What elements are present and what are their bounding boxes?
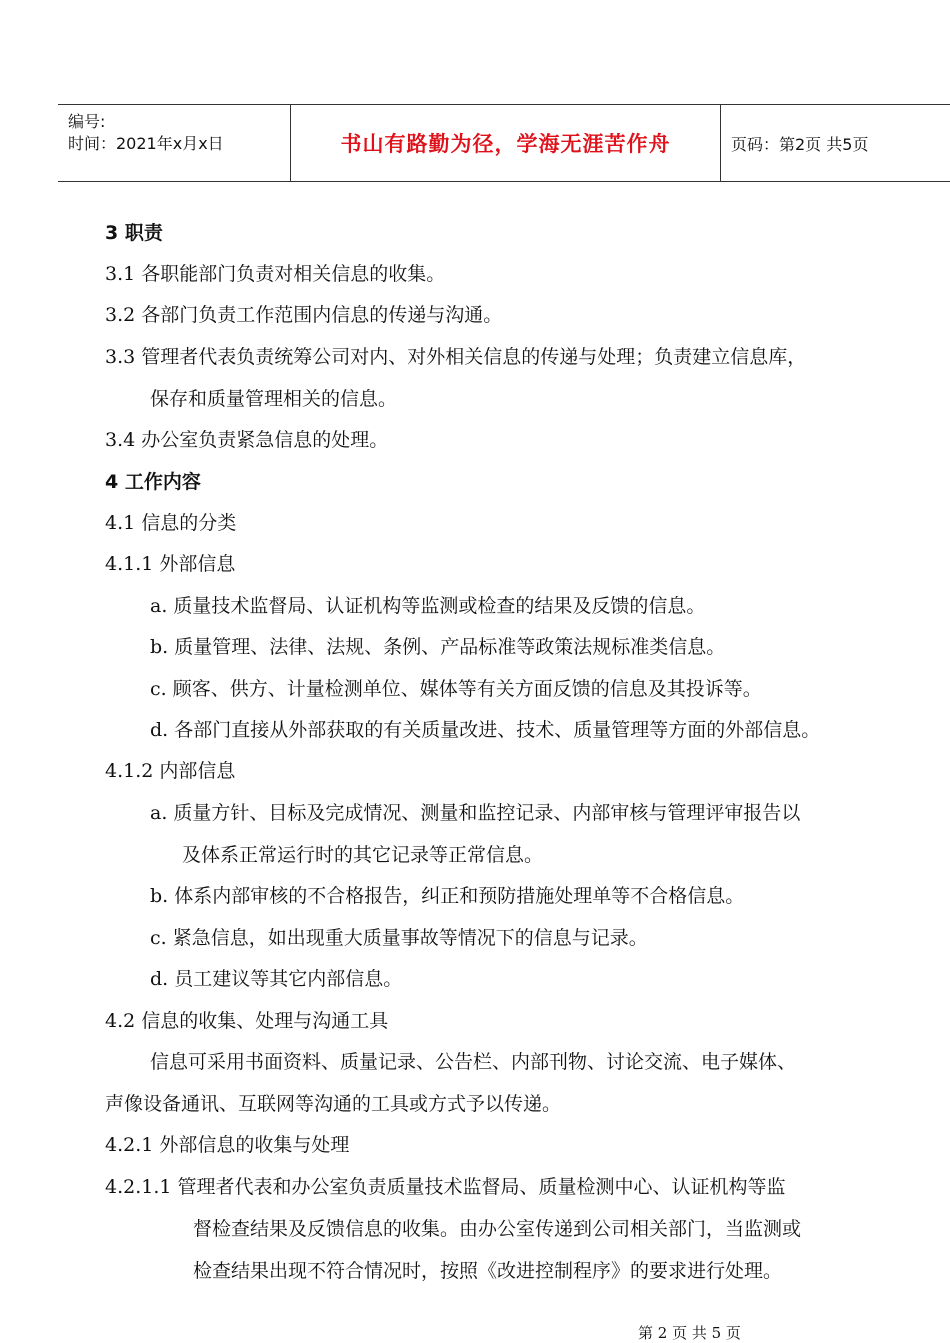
- paragraph-line: 3.4 办公室负责紧急信息的处理。: [105, 429, 389, 451]
- list-item: c. 顾客、供方、计量检测单位、媒体等有关方面反馈的信息及其投诉等。: [150, 678, 762, 700]
- list-item: 及体系正常运行时的其它记录等正常信息。: [182, 844, 544, 866]
- list-item: d. 各部门直接从外部获取的有关质量改进、技术、质量管理等方面的外部信息。: [150, 719, 821, 741]
- paragraph-line: 保存和质量管理相关的信息。: [150, 388, 398, 410]
- section-heading: 3 职责: [105, 222, 163, 244]
- page-footer: 第 2 页 共 5 页: [638, 1324, 741, 1342]
- time-label: 时间：2021年x月x日: [68, 134, 224, 153]
- paragraph-line: 督检查结果及反馈信息的收集。由办公室传递到公司相关部门，当监测或: [193, 1218, 802, 1240]
- code-label: 编号:: [68, 112, 106, 131]
- list-item: d. 员工建议等其它内部信息。: [150, 968, 403, 990]
- list-item: c. 紧急信息，如出现重大质量事故等情况下的信息与记录。: [150, 927, 648, 949]
- paragraph-line: 4.1 信息的分类: [105, 512, 237, 534]
- section-heading: 4 工作内容: [105, 471, 201, 493]
- paragraph-line: 检查结果出现不符合情况时，按照《改进控制程序》的要求进行处理。: [193, 1260, 783, 1282]
- header-motto: 书山有路勤为径，学海无涯苦作舟: [291, 105, 721, 181]
- paragraph-line: 4.2 信息的收集、处理与沟通工具: [105, 1010, 389, 1032]
- paragraph-line: 4.2.1 外部信息的收集与处理: [105, 1134, 350, 1156]
- paragraph-line: 声像设备通讯、互联网等沟通的工具或方式予以传递。: [105, 1093, 562, 1115]
- paragraph-line: 3.1 各职能部门负责对相关信息的收集。: [105, 263, 446, 285]
- paragraph-line: 3.3 管理者代表负责统筹公司对内、对外相关信息的传递与处理；负责建立信息库，: [105, 346, 807, 368]
- list-item: b. 体系内部审核的不合格报告，纠正和预防措施处理单等不合格信息。: [150, 885, 745, 907]
- paragraph-line: 4.1.2 内部信息: [105, 760, 236, 782]
- header-page-info: 页码：第2页 共5页: [731, 134, 869, 154]
- document-header: [58, 104, 950, 182]
- list-item: a. 质量方针、目标及完成情况、测量和监控记录、内部审核与管理评审报告以: [150, 802, 801, 824]
- paragraph-line: 4.2.1.1 管理者代表和办公室负责质量技术监督局、质量检测中心、认证机构等监: [105, 1176, 786, 1198]
- paragraph-line: 3.2 各部门负责工作范围内信息的传递与沟通。: [105, 304, 503, 326]
- list-item: a. 质量技术监督局、认证机构等监测或检查的结果及反馈的信息。: [150, 595, 706, 617]
- list-item: b. 质量管理、法律、法规、条例、产品标准等政策法规标准类信息。: [150, 636, 726, 658]
- paragraph-line: 4.1.1 外部信息: [105, 553, 236, 575]
- paragraph-line: 信息可采用书面资料、质量记录、公告栏、内部刊物、讨论交流、电子媒体、: [150, 1051, 797, 1073]
- header-meta: [58, 105, 291, 181]
